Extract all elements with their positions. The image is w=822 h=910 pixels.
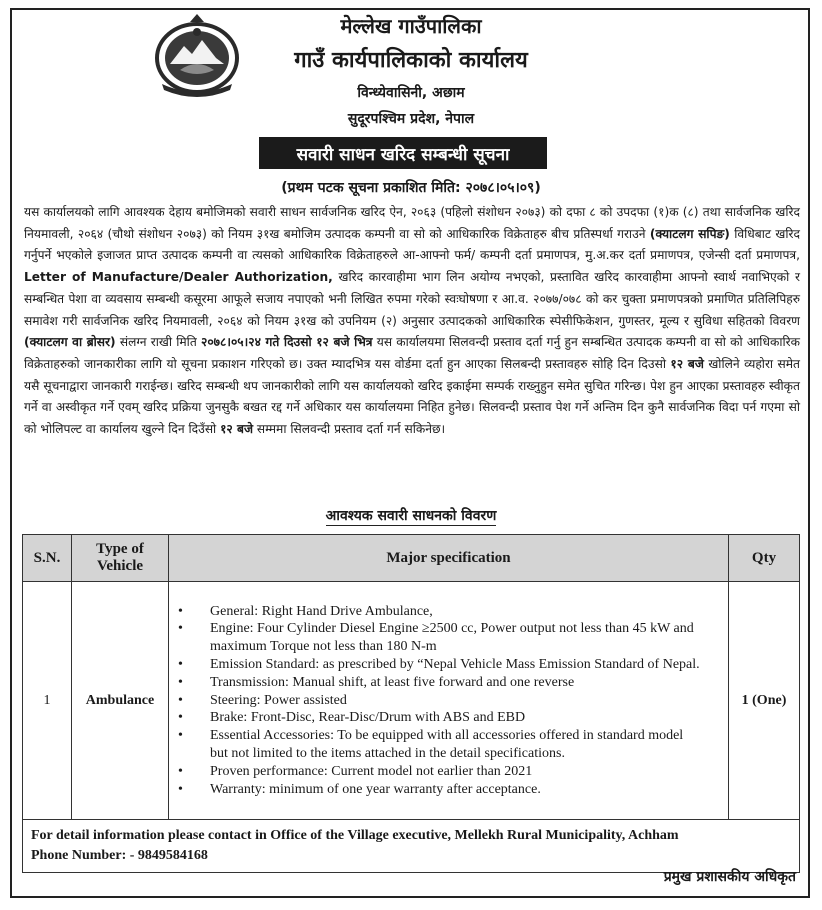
row-type: Ambulance <box>72 582 169 820</box>
spec-item: • Emission Standard: as prescribed by “Nepal Vehicle Mass Emission Standard of Nepal. <box>210 656 703 674</box>
row-sn: 1 <box>23 582 72 820</box>
header-spec: Major specification <box>169 535 729 582</box>
contact-row <box>23 820 800 873</box>
contact-line: For detail information please contact in Office of the Village executive, Mellekh Rural Municipality, Achham <box>31 828 679 843</box>
table-row <box>23 582 800 820</box>
spec-item: • Engine: Four Cylinder Diesel Engine ≥2500 cc, Power output not less than 45 kW and maximum Torque not less than 180 N-m <box>210 620 703 656</box>
spec-item: • Steering: Power assisted <box>210 692 703 710</box>
notice-body: यस कार्यालयको लागि आवश्यक देहाय बमोजिमको सवारी साधन सार्वजनिक खरिद ऐन, २०६३ (पहिलो संशोधन २०७३) को दफा ८ को उपदफा (१)क (८) तथा सार्वजनिक खरिद नियमावली, २०६४ (चौथो संशोधन २०७३) को नियम ३१ख बमोजिम उत्पादक कम्पनी वा सो को आधिकारिक विक्रेताहरु बीच प्रतिस्पर्धा गराउने (क्याटलग सपिङ) विधिबाट खरिद गर्नुपर्ने भएकोले इजाजत प्राप्त उत्पादक कम्पनी वा त्यसको आधिकारिक विक्रेताहरुले आ-आफ्नो फर्म/ कम्पनी दर्ता प्रमाणपत्र, मु.अ.कर दर्ता प्रमाणपत्र, एजेन्सी दर्ता प्रमाणपत्र, Letter of Manufacture/Dealer Authorization, खरिद कारवाहीमा भाग लिन अयोग्य नभएको, प्रस्तावित खरिद कारवाहीमा आफ्नो स्वार्थ नवाभिएको र सम्बन्धित पेशा वा व्यवसाय सम्बन्धी कसूरमा आफूले सजाय नपाएको भनी लिखित रुपमा गरेको स्वःघोषणा र आ.व. २०७७/०७८ को कर चुक्ता प्रमाणपत्रको प्रमाणित प्रतिलिपिहरु समावेश गरी सार्वजनिक खरिद नियमावली, २०६४ को नियम ३१ख को उपनियम (२) अनुसार उत्पादकको आधिकारिक स्पेसीफिकेशन, गुणस्तर, मूल्य र सुविधा सहितको विवरण (क्याटलग वा ब्रोसर) संलग्न राखी मिति २०७८।०५।२४ गते दिउसो १२ बजे भित्र यस कार्यालयमा सिलवन्दी प्रस्ताव दर्ता गर्नु हुन सम्बन्धित उत्पादक कम्पनी वा सो को आधिकारिक विक्रेताहरुको जानकारीका लागि यो सूचना प्रकाशन गरिएको छ। उक्त म्यादभित्र यस वोर्डमा दर्ता हुन आएका सिलबन्दी प्रस्तावहरु सोहि दिन दिउसो १२ बजे खोलिने व्यहोरा समेत यसै सूचनाद्वारा जानकारी गराईन्छ। खरिद सम्बन्धी थप जानकारीको लागि यस कार्यालयको खरिद इकाईमा सम्पर्क राख्नुहुन समेत सुचित गरिन्छ। पेश हुन आएका प्रस्तावहरु स्वीकृत गर्ने वा अस्वीकृत गर्ने एवम् खरिद प्रक्रिया जुनसुकै बखत रद्द गर्ने अधिकार यस कार्यालयमा निहित हुनेछ। सिलवन्दी प्रस्ताव पेश गर्ने अन्तिम दिन कुनै सार्वजनिक विदा पर्न गएमा सो को भोलिपल्ट वा कार्यालय खुल्ने दिन दिउँसो १२ बजे सम्ममा सिलवन्दी प्रस्ताव दर्ता गर्न सकिनेछ। <box>24 205 800 437</box>
spec-item: • Brake: Front-Disc, Rear-Disc/Drum with ABS and EBD <box>210 709 703 727</box>
spec-list <box>170 603 727 799</box>
spec-item: • Warranty: minimum of one year warranty after acceptance. <box>210 781 703 799</box>
address-line: विन्ध्येवासिनी, अछाम <box>357 85 465 101</box>
signature-line: प्रमुख प्रशासकीय अधिकृत <box>663 869 796 885</box>
row-spec <box>169 582 729 820</box>
municipality-name: मेल्लेख गाउँपालिका <box>340 14 482 38</box>
spec-item: • Essential Accessories: To be equipped with all accessories offered in standard model but not limited to the items attached in the detail specifications. <box>210 727 703 763</box>
row-qty: 1 (One) <box>729 582 800 820</box>
phone-line: Phone Number: - 9849584168 <box>31 848 208 863</box>
header-sn: S.N. <box>23 535 72 582</box>
vehicle-spec-table <box>22 534 800 873</box>
notice-title: सवारी साधन खरिद सम्बन्धी सूचना <box>259 137 547 169</box>
header-type: Type of Vehicle <box>72 535 169 582</box>
section-title: आवश्यक सवारी साधनको विवरण <box>325 508 497 524</box>
table-header-row <box>23 535 800 582</box>
published-date: (प्रथम पटक सूचना प्रकाशित मिति: २०७८।०५।०९) <box>281 180 541 196</box>
office-name: गाउँ कार्यपालिकाको कार्यालय <box>294 48 528 73</box>
spec-item: • Transmission: Manual shift, at least five forward and one reverse <box>210 674 703 692</box>
spec-item: • General: Right Hand Drive Ambulance, <box>210 603 703 621</box>
spec-item: • Proven performance: Current model not earlier than 2021 <box>210 763 703 781</box>
province-line: सुदूरपश्चिम प्रदेश, नेपाल <box>347 111 475 127</box>
header-qty: Qty <box>729 535 800 582</box>
contact-cell <box>23 820 800 873</box>
